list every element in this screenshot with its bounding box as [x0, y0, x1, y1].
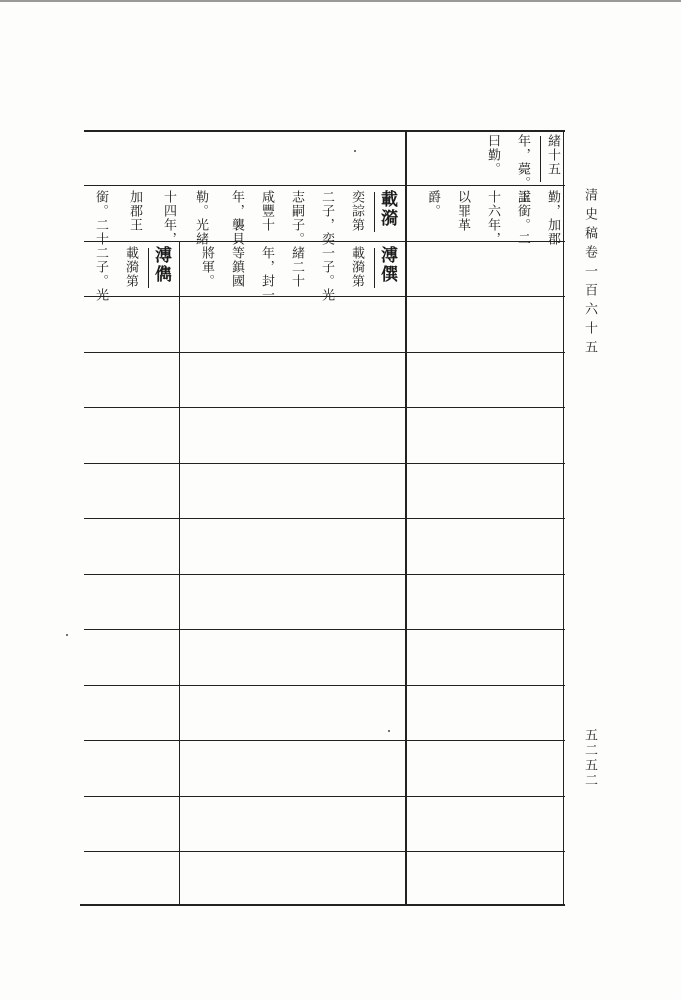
text-column: 一子。光: [319, 246, 334, 302]
row-rule: [84, 352, 565, 353]
name-marker: [374, 248, 375, 288]
entry-name: 載漪: [377, 190, 397, 228]
text-column: 十六年，: [485, 190, 500, 246]
text-column: 年，襲貝: [229, 190, 244, 246]
table-bottom-rule: [80, 904, 565, 906]
row-rule: [84, 574, 565, 575]
row-rule: [84, 740, 565, 741]
text-column: 年，薨。諡: [515, 134, 530, 204]
entry-name: 溥僎: [377, 246, 397, 284]
row-rule: [84, 851, 565, 852]
text-column: 王銜。二: [515, 190, 530, 246]
row-rule: [84, 796, 565, 797]
entry-name: 溥儁: [151, 246, 171, 284]
text-column: 年，封一: [259, 246, 274, 302]
row-rule: [84, 463, 565, 464]
text-column: 二子。光: [93, 246, 108, 302]
text-column: 將軍。: [199, 246, 214, 288]
row-rule: [84, 185, 565, 186]
text-column: 載漪第: [349, 246, 364, 288]
text-column: 等鎮國: [229, 246, 244, 288]
scan-speck: [388, 730, 390, 732]
text-column: 二子，奕: [319, 190, 334, 246]
row-rule: [84, 518, 565, 519]
page-number: 五二五二: [582, 728, 597, 788]
name-marker: [148, 248, 149, 288]
text-column: 爵。: [425, 190, 440, 218]
text-column: 銜。二十: [93, 190, 108, 246]
text-column: 志嗣子。: [289, 190, 304, 246]
scan-speck: [66, 634, 68, 636]
text-column: 十四年，: [161, 190, 176, 246]
text-column: 奕誴第: [349, 190, 364, 232]
row-rule: [84, 407, 565, 408]
scan-top-edge: [0, 0, 681, 2]
row-rule: [84, 629, 565, 630]
text-column: 咸豐十: [259, 190, 274, 232]
text-column: 曰勤。: [485, 134, 500, 176]
scan-speck: [354, 150, 356, 152]
name-marker: [374, 192, 375, 232]
text-column: 以罪革: [455, 190, 470, 232]
running-head: 清史稿卷一百六十五: [582, 188, 597, 359]
text-column: 勤，加郡: [545, 190, 560, 246]
column-divider: [405, 130, 407, 905]
text-column: 載漪第: [123, 246, 138, 288]
column-divider: [179, 241, 180, 904]
table-right-border: [563, 130, 564, 905]
table-top-rule: [84, 130, 565, 132]
column-marker: [540, 136, 541, 182]
text-column: 緒二十: [289, 246, 304, 288]
text-column: 勒。光緒: [193, 190, 208, 246]
row-rule: [84, 685, 565, 686]
text-column: 緒十五: [545, 134, 560, 176]
text-column: 加郡王: [127, 190, 142, 232]
